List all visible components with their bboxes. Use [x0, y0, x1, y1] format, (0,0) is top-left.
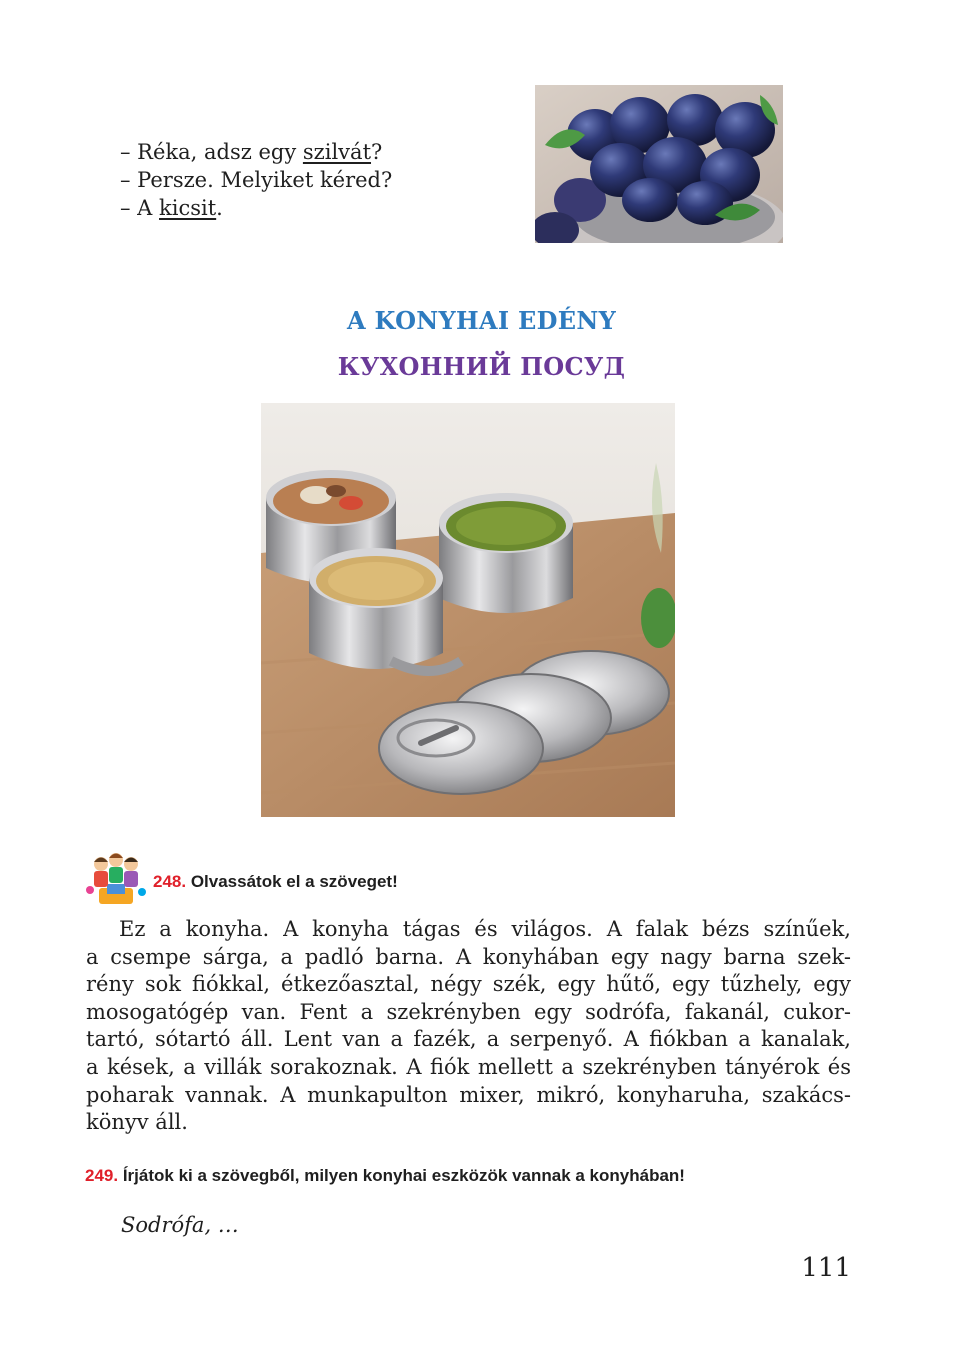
dialogue-punct: ? [371, 140, 383, 164]
dialogue-line-2 [120, 166, 392, 194]
dialogue [120, 138, 392, 222]
exercise-number: 248. [153, 872, 187, 891]
plums-photo [535, 85, 783, 243]
underlined-word: szilvát [302, 140, 372, 164]
reading-passage [86, 916, 851, 1137]
answer-start: Sodrófa, … [121, 1213, 239, 1237]
exercise-249-heading [85, 1166, 685, 1186]
passage-line: könyv áll. [86, 1110, 188, 1135]
passage-line: a csempe sárga, a padló barna. A konyhában egy nagy barna szek- [86, 944, 851, 969]
passage-line: a kések, a villák sorakoznak. A fiók mellett a szekrényben tányérok és [86, 1054, 851, 1079]
exercise-instruction: Olvassátok el a szöveget! [190, 872, 398, 891]
section-title-ukrainian: КУХОННИЙ ПОСУД [337, 352, 626, 381]
underlined-word: kicsit [159, 196, 217, 220]
page-number: 111 [801, 1253, 851, 1283]
exercise-number: 249. [85, 1166, 119, 1185]
passage-line: poharak vannak. A munkapulton mixer, mikró, konyharuha, szakács- [86, 1082, 851, 1107]
passage-line: mosogatógép van. Fent a szekrényben egy sodrófa, fakanál, cukor- [86, 999, 851, 1024]
dialogue-text: – Persze. Melyiket kéred? [120, 168, 393, 192]
passage-line: Ez a konyha. A konyha tágas és világos. A falak bézs színűek, [119, 917, 851, 941]
cookware-photo [261, 403, 675, 817]
dialogue-punct: . [216, 196, 223, 220]
dialogue-text: – Réka, adsz egy [120, 140, 303, 164]
exercise-instruction: Írjátok ki a szövegből, milyen konyhai eszközök vannak a konyhában! [122, 1166, 685, 1185]
dialogue-line-3 [120, 194, 392, 222]
dialogue-text: – A [120, 196, 160, 220]
passage-line: tartó, sótartó áll. Lent van a fazék, a serpenyő. A fiókban a kanalak, [86, 1027, 851, 1052]
passage-line: rény sok fiókkal, étkezőasztal, négy szék, egy hűtő, egy tűzhely, egy [86, 972, 851, 997]
reading-children-icon [85, 850, 147, 908]
exercise-248-heading [153, 872, 398, 892]
dialogue-line-1 [120, 138, 392, 166]
section-title-hungarian: A KONYHAI EDÉNY [346, 306, 616, 335]
